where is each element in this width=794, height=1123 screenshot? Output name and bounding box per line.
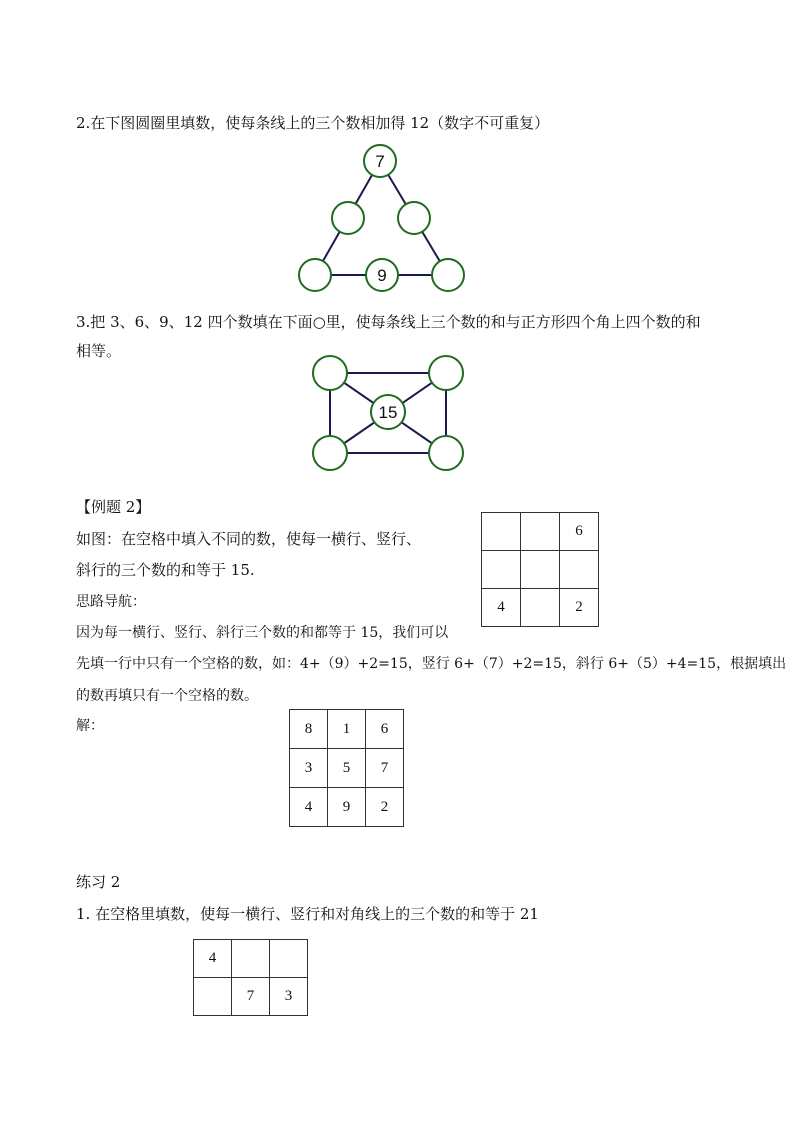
nav-line2: 先填一行中只有一个空格的数，如：4+（9）+2=15，竖行 6+（7）+2=15，斜行 6+（5）+4=15，根据填出 bbox=[76, 656, 787, 672]
example-heading: 【例题 2】 bbox=[76, 498, 151, 516]
grid-cell: 1 bbox=[328, 710, 366, 749]
number-circle[interactable] bbox=[429, 356, 463, 390]
number-circle[interactable] bbox=[313, 436, 347, 470]
q3-text-line1: 3.把 3、6、9、12 四个数填在下面○里，使每条线上三个数的和与正方形四个角上四个数的和 bbox=[76, 313, 701, 331]
grid-row bbox=[194, 978, 308, 1016]
grid-cell: 9 bbox=[328, 788, 366, 827]
grid-cell[interactable]: 4 bbox=[482, 589, 521, 627]
number-circle[interactable] bbox=[313, 356, 347, 390]
nav-line3: 的数再填只有一个空格的数。 bbox=[76, 688, 258, 704]
grid-cell[interactable] bbox=[521, 589, 560, 627]
example-text-line1: 如图：在空格中填入不同的数，使每一横行、竖行、 bbox=[76, 530, 422, 548]
grid-row bbox=[290, 788, 404, 827]
grid-row bbox=[290, 710, 404, 749]
practice-heading: 练习 2 bbox=[76, 873, 121, 891]
square-figure bbox=[0, 0, 794, 480]
grid-row bbox=[290, 749, 404, 788]
circle-number: 15 bbox=[378, 403, 398, 422]
circle-number: 9 bbox=[377, 266, 387, 285]
grid-cell: 6 bbox=[366, 710, 404, 749]
grid-cell[interactable] bbox=[521, 513, 560, 551]
grid-cell[interactable]: 6 bbox=[560, 513, 599, 551]
grid-cell[interactable] bbox=[560, 551, 599, 589]
grid-cell[interactable] bbox=[482, 551, 521, 589]
practice-q1-text: 1. 在空格里填数，使每一横行、竖行和对角线上的三个数的和等于 21 bbox=[76, 905, 539, 923]
nav-line1: 因为每一横行、竖行、斜行三个数的和都等于 15，我们可以 bbox=[76, 625, 449, 641]
example-text-line2: 斜行的三个数的和等于 15. bbox=[76, 561, 255, 579]
grid-cell[interactable] bbox=[521, 551, 560, 589]
grid-row bbox=[482, 513, 599, 551]
grid-cell[interactable]: 7 bbox=[232, 978, 270, 1016]
practice-grid bbox=[193, 939, 308, 1016]
grid-cell[interactable]: 4 bbox=[194, 940, 232, 978]
circle-number: 7 bbox=[375, 152, 385, 171]
grid-row bbox=[194, 940, 308, 978]
grid-cell[interactable]: 3 bbox=[270, 978, 308, 1016]
answer-label: 解： bbox=[76, 718, 104, 734]
grid-cell: 4 bbox=[290, 788, 328, 827]
nav-title: 思路导航： bbox=[76, 594, 146, 610]
grid-cell[interactable] bbox=[232, 940, 270, 978]
grid-row bbox=[482, 551, 599, 589]
grid-cell[interactable] bbox=[482, 513, 521, 551]
grid-cell: 5 bbox=[328, 749, 366, 788]
grid-cell[interactable] bbox=[194, 978, 232, 1016]
answer-grid bbox=[289, 709, 404, 827]
grid-cell: 8 bbox=[290, 710, 328, 749]
q2-text: 2.在下图圆圈里填数，使每条线上的三个数相加得 12（数字不可重复） bbox=[76, 114, 550, 132]
grid-cell: 3 bbox=[290, 749, 328, 788]
q3-text-line2: 相等。 bbox=[76, 342, 122, 360]
puzzle-grid bbox=[481, 512, 599, 627]
number-circle[interactable] bbox=[429, 436, 463, 470]
grid-cell[interactable] bbox=[270, 940, 308, 978]
grid-row bbox=[482, 589, 599, 627]
grid-cell[interactable]: 2 bbox=[560, 589, 599, 627]
grid-cell: 7 bbox=[366, 749, 404, 788]
grid-cell: 2 bbox=[366, 788, 404, 827]
